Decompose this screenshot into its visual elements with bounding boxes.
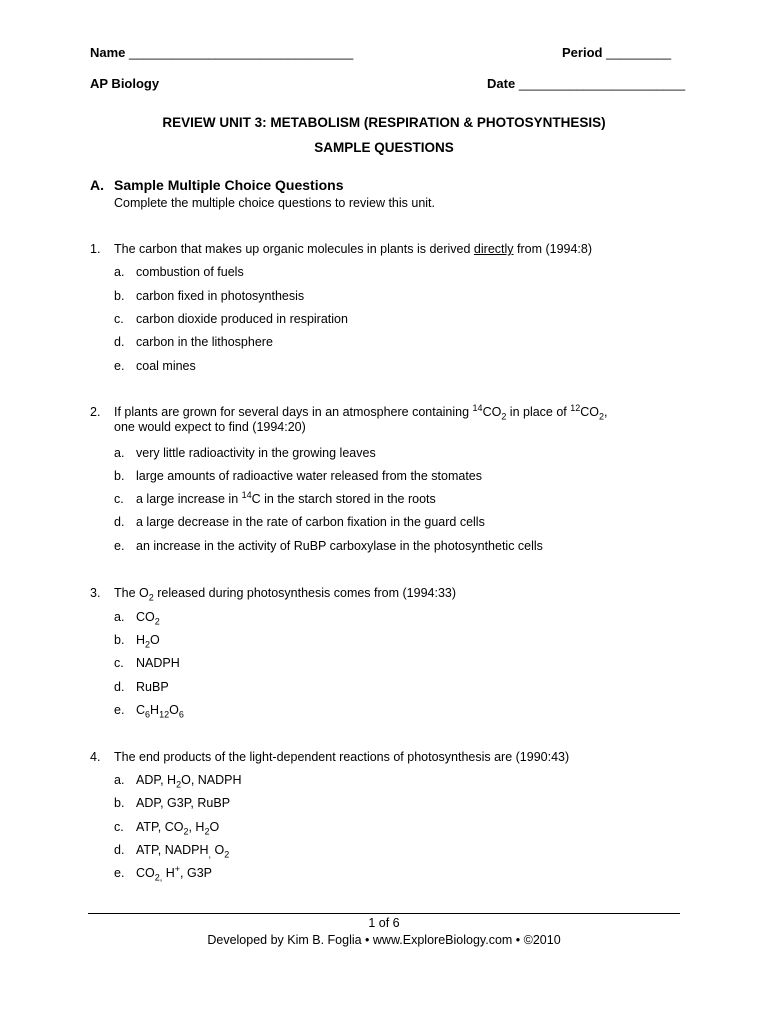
name-blank: _______________________________ — [129, 45, 354, 60]
option-4d: d. ATP, $NADPH_,$ $O_2$ — [114, 843, 230, 860]
option-3d: d. RuBP — [114, 680, 169, 694]
option-2b: b. large amounts of radioactive water released from the stomates — [114, 469, 483, 483]
option-4a: a. ADP, $H_2O$, NADPH — [114, 773, 242, 790]
option-3e: e. $C_6H_{12}O_6$ — [114, 703, 184, 720]
option-2a: a. very little radioactivity in the growing leaves — [114, 446, 376, 460]
name-field — [90, 45, 353, 61]
section-title: Sample Multiple Choice Questions — [114, 177, 344, 193]
question-1 — [90, 242, 690, 257]
option-3a: a. $CO_2$ — [114, 610, 160, 627]
name-label: Name — [90, 45, 126, 60]
period-field — [562, 45, 671, 61]
option-3b: b. $H_2O$ — [114, 633, 160, 650]
date-field — [487, 76, 685, 92]
document-subtitle: SAMPLE QUESTIONS — [314, 140, 454, 155]
option-1c: c. carbon dioxide produced in respiration — [114, 312, 348, 326]
date-blank: _______________________ — [518, 76, 686, 91]
question-number: 1. — [90, 242, 101, 256]
question-number: 3. — [90, 586, 101, 600]
option-3c: c. NADPH — [114, 656, 180, 670]
footer-credit: Developed by Kim B. Foglia • www.ExploreBiology.com • ©2010 — [207, 933, 561, 947]
footer-divider — [88, 913, 680, 914]
option-1b: b. carbon fixed in photosynthesis — [114, 289, 305, 303]
section-instructions: Complete the multiple choice questions to review this unit. — [114, 196, 435, 210]
period-blank: _________ — [606, 45, 672, 60]
question-3 — [90, 586, 690, 601]
course-label: AP Biology — [90, 76, 160, 91]
question-4 — [90, 750, 690, 765]
option-1a: a. combustion of fuels — [114, 265, 244, 279]
question-2 — [90, 402, 690, 435]
page-number: 1 of 6 — [368, 916, 400, 930]
option-1d: d. carbon in the lithosphere — [114, 335, 273, 349]
option-2d: d. a large decrease in the rate of carbon fixation in the guard cells — [114, 515, 485, 529]
option-4c: c. ATP, $CO_2$, $H_2O$ — [114, 820, 220, 837]
option-4b: b. ADP, G3P, RuBP — [114, 796, 231, 810]
option-1e: e. coal mines — [114, 359, 196, 373]
section-letter: A. — [90, 177, 104, 193]
option-2e: e. an increase in the activity of RuBP carboxylase in the photosynthetic cells — [114, 539, 543, 553]
period-label: Period — [562, 45, 603, 60]
question-stem: The carbon that makes up organic molecules in plants is derived directly from (1994:8) — [114, 242, 593, 256]
question-stem: If plants are grown for several days in an atmosphere containing $^{14}CO_2$ in place of $^{12}CO_2$, one would expect to find (1994:20) — [114, 402, 608, 434]
date-label: Date — [487, 76, 516, 91]
question-number: 2. — [90, 405, 101, 419]
section-heading — [90, 177, 343, 193]
question-number: 4. — [90, 750, 101, 764]
question-stem: The $O_2$ released during photosynthesis comes from (1994:33) — [114, 586, 457, 603]
option-4e: e. $CO_{2,}$ H+, G3P — [114, 863, 212, 883]
question-stem: The end products of the light-dependent reactions of photosynthesis are (1990:43) — [114, 750, 570, 764]
option-2c: c. a large increase in $^{14}$C in the starch stored in the roots — [114, 489, 436, 506]
document-title: REVIEW UNIT 3: METABOLISM (RESPIRATION & PHOTOSYNTHESIS) — [162, 115, 606, 130]
